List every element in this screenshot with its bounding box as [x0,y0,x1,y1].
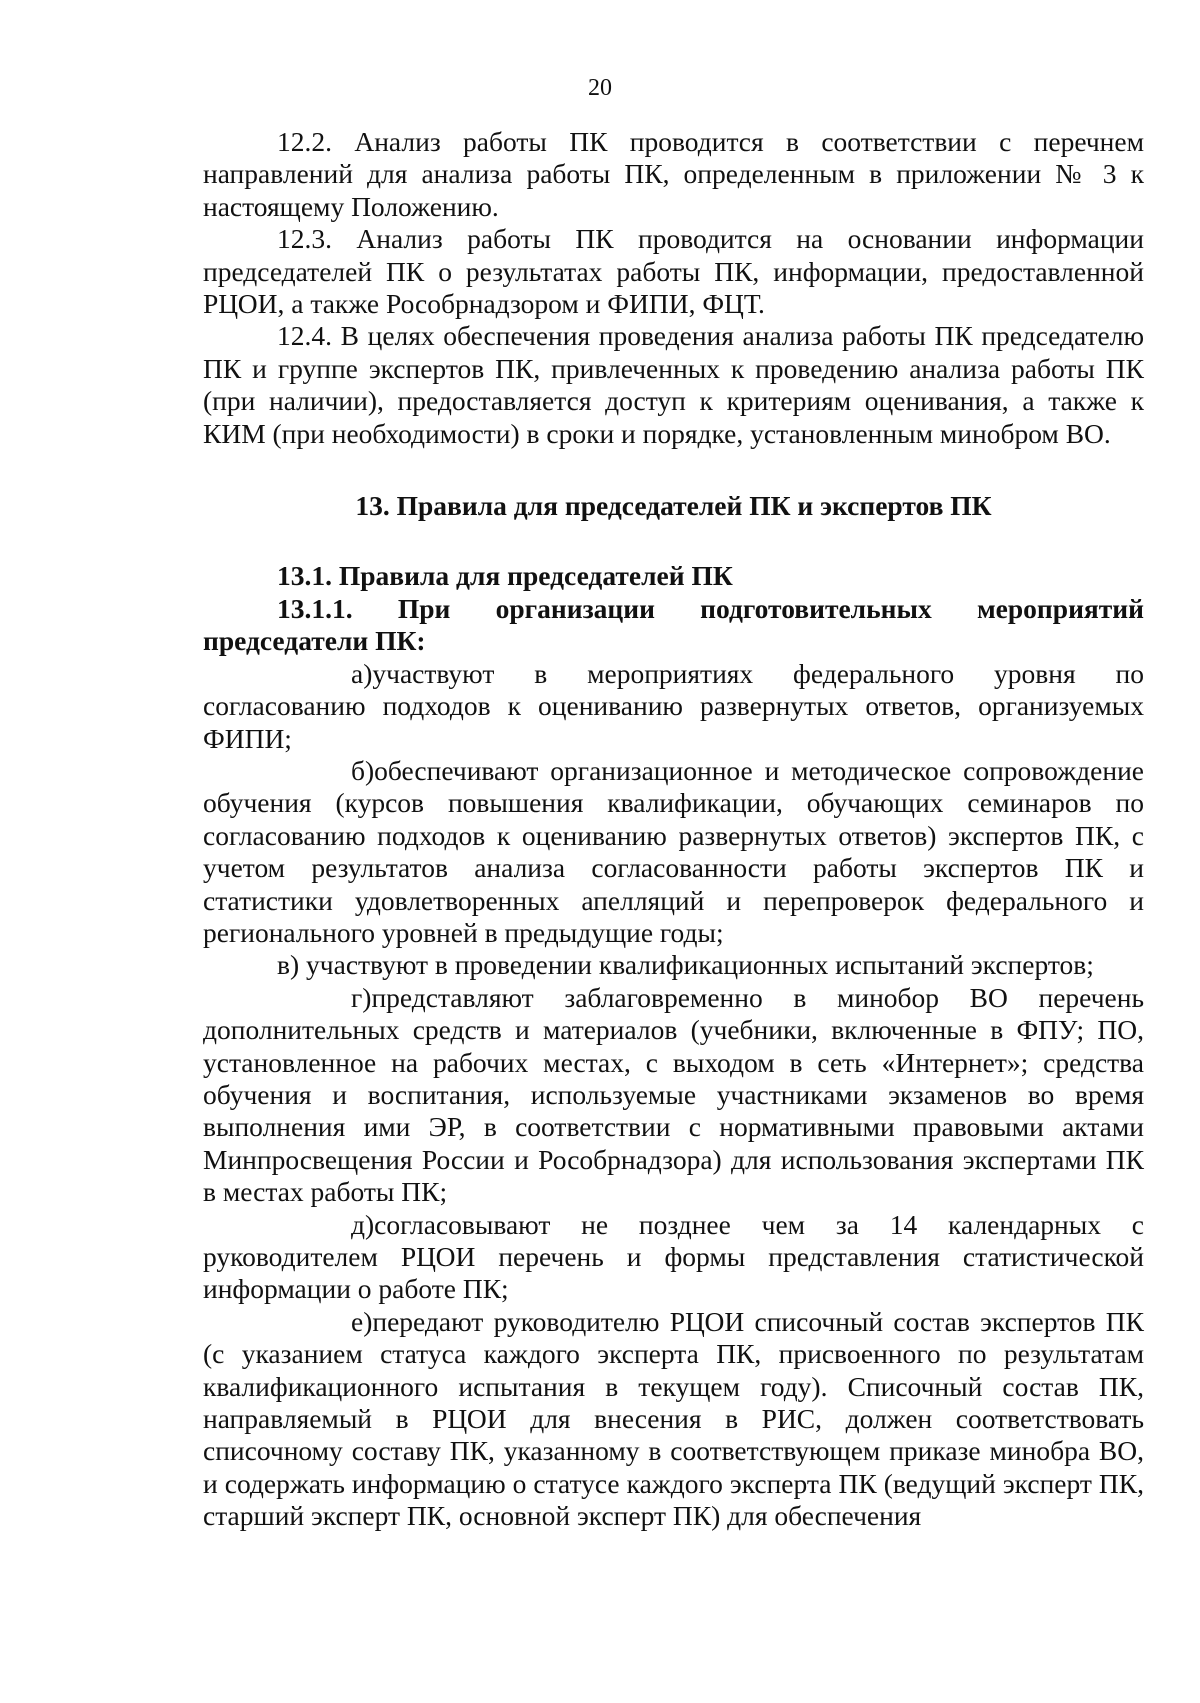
paragraph-12-4: 12.4. В целях обеспечения проведения анализа работы ПК председателю ПК и группе экспертов ПК, привлеченных к проведению анализа работы ПК (при наличии), предоставляется доступ к критериям оценивания, а также к КИМ (при необходимости) в сроки и порядке, установленным минобром ВО. [203,320,1144,449]
spacer [203,522,1144,560]
list-item-marker: д) [351,1208,375,1240]
list-item-text: представляют заблаговременно в минобор ВО перечень дополнительных средств и материалов (учебники, включенные в ФПУ; ПО, установленное на рабочих местах, с выходом в сеть «Интернет»; средства обучения и воспитания, используемые участниками экзаменов во время выполнения ими ЭР, в соответствии с нормативными правовыми актами Минпросвещения России и Рособрнадзора) для использования экспертами ПК в местах работы ПК; [203,981,1144,1208]
list-item-marker: е) [351,1305,373,1337]
section-13-title: 13. Правила для председателей ПК и экспертов ПК [355,490,992,522]
list-item-a [203,658,1144,755]
paragraph-12-3: 12.3. Анализ работы ПК проводится на основании информации председателей ПК о результатах работы ПК, информации, предоставленной РЦОИ, а также Рособрнадзором и ФИПИ, ФЦТ. [203,223,1144,320]
list-item-text: обеспечивают организационное и методическое сопровождение обучения (курсов повышения квалификации, обучающих семинаров по согласованию подходов к оцениванию развернутых ответов) экспертов ПК, с учетом результатов анализа согласованности работы экспертов ПК и статистики удовлетворенных апелляций и перепроверок федерального и регионального уровней в предыдущие годы; [203,754,1144,948]
list-item-marker: в) [277,949,300,981]
paragraph-12-2: 12.2. Анализ работы ПК проводится в соответствии с перечнем направлений для анализа работы ПК, определенным в приложении № 3 к настоящему Положению. [203,126,1144,222]
list-item-marker: г) [351,981,372,1013]
list-item-b [203,755,1144,949]
list-item-text: передают руководителю РЦОИ списочный состав экспертов ПК (с указанием статуса каждого эксперта ПК, присвоенного по результатам квалификационного испытания в текущем году). Списочный состав ПК, направляемый в РЦОИ для внесения в РИС, должен соответствовать списочному составу ПК, указанному в соответствующем приказе минобра ВО, и содержать информацию о статусе каждого эксперта ПК (ведущий эксперт ПК, старший эксперт ПК, основной эксперт ПК) для обеспечения [203,1305,1144,1532]
list-item-d [203,1209,1144,1306]
list-item-text: участвуют в мероприятиях федерального уровня по согласованию подходов к оцениванию развернутых ответов, организуемых ФИПИ; [203,657,1144,754]
list-item-g [203,982,1144,1209]
spacer [203,450,1144,490]
list-item-text: согласовывают не позднее чем за 14 календарных с руководителем РЦОИ перечень и формы представления статистической информации о работе ПК; [203,1208,1144,1305]
list-item-e [203,1306,1144,1533]
list-item-v [203,949,1144,981]
paragraph-13-1-1-lead: 13.1.1. При организации подготовительных мероприятий председатели ПК: [203,592,1144,657]
subsection-13-1-title: 13.1. Правила для председателей ПК [277,560,733,592]
list-item-text: участвуют в проведении квалификационных испытаний экспертов; [306,949,1094,981]
document-body [203,126,1144,1533]
list-item-marker: б) [351,754,375,786]
page-number: 20 [588,75,612,101]
list-item-marker: а) [351,657,373,689]
